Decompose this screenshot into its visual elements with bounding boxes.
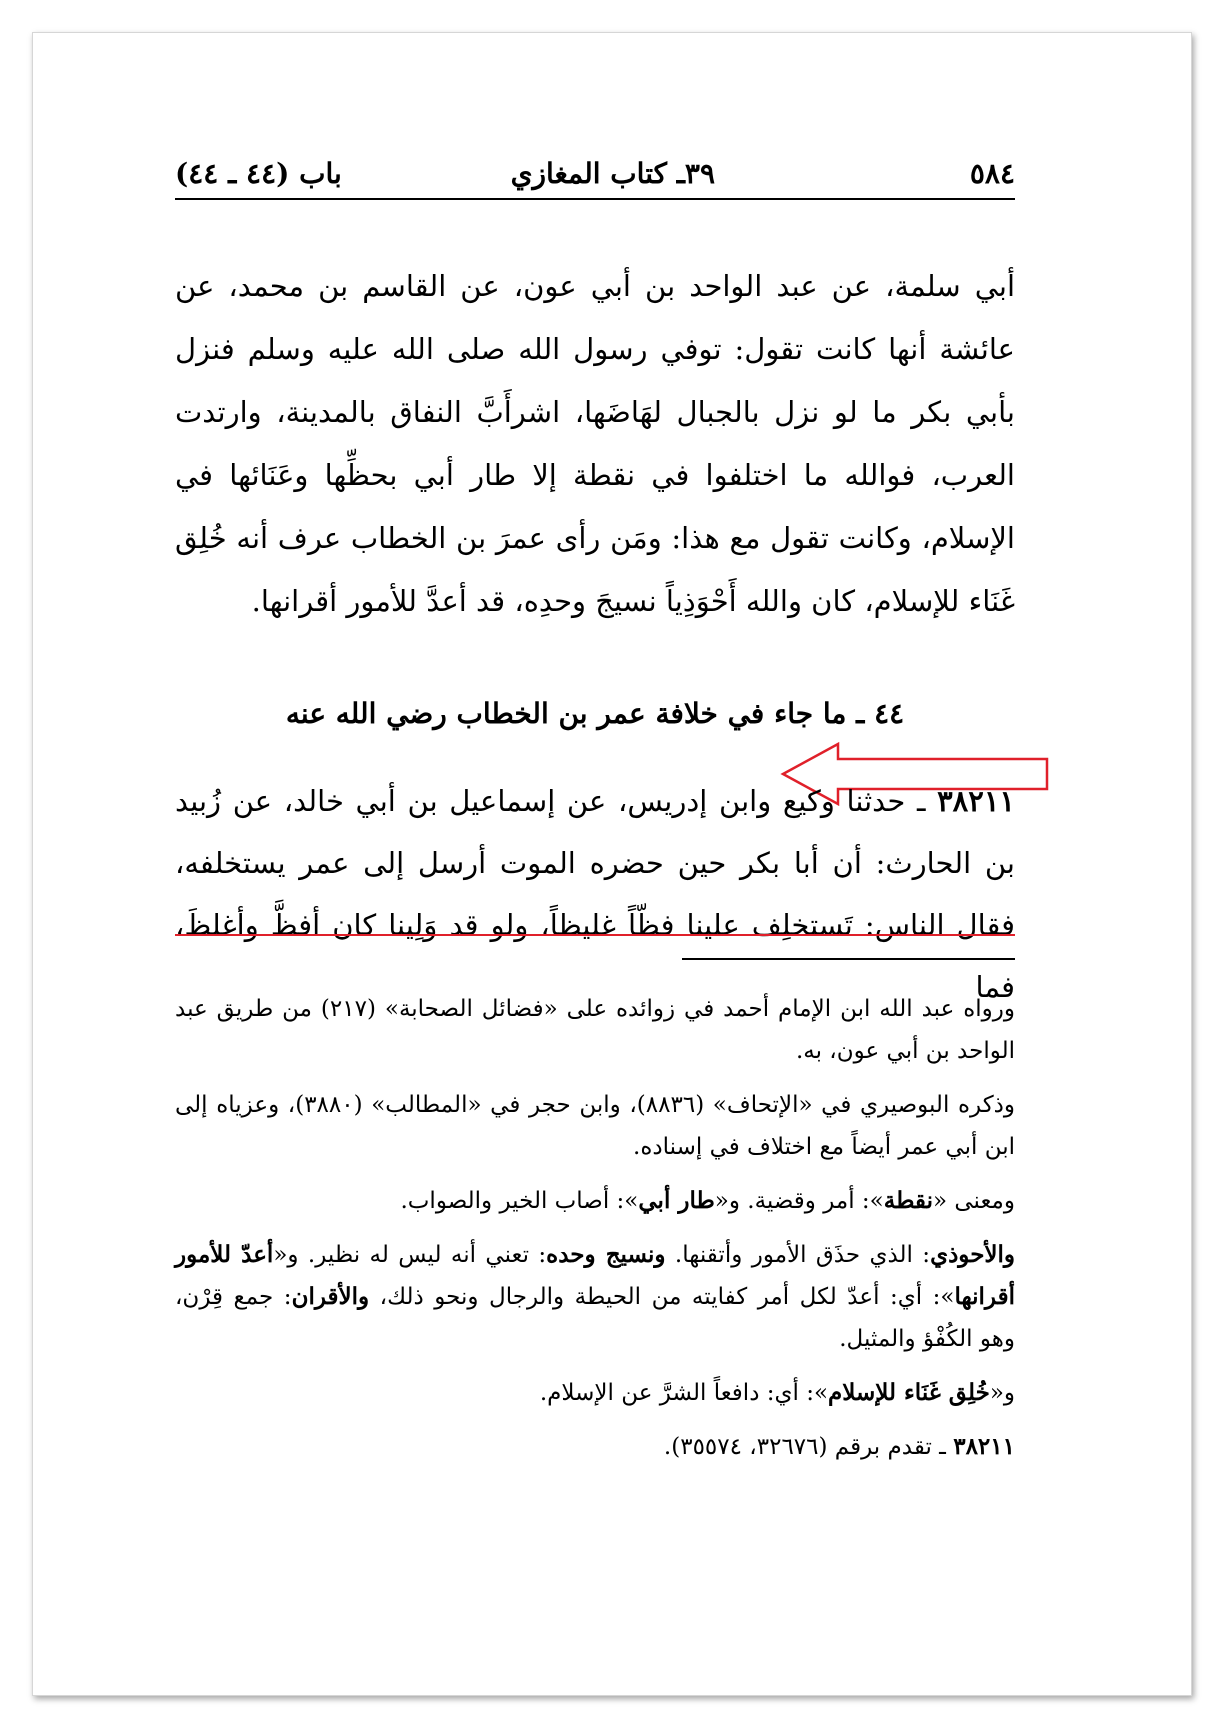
red-underline	[175, 934, 1015, 936]
term-aadda: أعدّ للأمور أقرانها	[175, 1241, 1015, 1310]
term-nuqta: نقطة	[883, 1187, 933, 1214]
footnote-6: ٣٨٢١١ ـ تقدم برقم (٣٢٦٧٦، ٣٥٥٧٤).	[663, 1433, 1015, 1460]
footnote-5: و«خُلِق غَنَاء للإسلام»: أي: دافعاً الشرَّ عن الإسلام.	[539, 1379, 1015, 1406]
hadith-body: ـ حدثنا وكيع وابن إدريس، عن إسماعيل بن أبي خالد، عن زُبيد بن الحارث: أن أبا بكر حين حضره الموت أرسل إلى عمر يستخلفه، فقال الناس: تَستخلِف علينا فظّاً غليظاً، ولو قد وَلِينا كان أفظَّ وأغلظَ، فما	[175, 784, 1015, 1004]
page-header	[175, 152, 1015, 196]
page-number: ٥٨٤	[969, 157, 1015, 190]
footnote-hadith-number: ٣٨٢١١	[953, 1433, 1015, 1460]
term-khuliqa: خُلِق غَنَاء للإسلام	[828, 1379, 990, 1406]
term-aqran: والأقران	[291, 1283, 370, 1310]
chapter-title: ٤٤ ـ ما جاء في خلافة عمر بن الخطاب رضي الله عنه	[285, 697, 905, 730]
term-nasij: ونسيج وحده	[546, 1241, 666, 1268]
term-ahwadhi: والأحوذي	[930, 1241, 1016, 1268]
footnote-4: والأحوذي: الذي حذَق الأمور وأتقنها. ونسيج وحده: تعني أنه ليس له نظير. و«أعدّ للأمور أقرانها»: أي: أعدّ لكل أمر كفايته من الحيطة والرجال ونحو ذلك، والأقران: جمع قِرْن، وهو الكُفْؤ والمثيل.	[175, 1241, 1016, 1352]
hadith-text	[175, 770, 1015, 1018]
section-reference: باب (٤٤ ـ ٤٤)	[175, 157, 342, 190]
header-rule	[175, 198, 1015, 200]
main-text: أبي سلمة، عن عبد الواحد بن أبي عون، عن القاسم بن محمد، عن عائشة أنها كانت تقول: توفي رسول الله صلى الله عليه وسلم فنزل بأبي بكر ما لو نزل بالجبال لهَاضَها، اشرأَبَّ النفاق بالمدينة، وارتدت العرب، فوالله ما اختلفوا في نقطة إلا طار أبي بحظِّها وعَنَائها في الإسلام، وكانت تقول مع هذا: ومَن رأى عمرَ بن الخطاب عرف أنه خُلِق غَنَاء للإسلام، كان والله أَحْوَذِياً نسيجَ وحدِه، قد أعدَّ للأمور أقرانها.	[175, 269, 1015, 618]
term-tara-abi: طار أبي	[638, 1187, 715, 1214]
footnote-3: ومعنى «نقطة»: أمر وقضية. و«طار أبي»: أصاب الخير والصواب.	[400, 1187, 1015, 1214]
footnote-rule	[682, 958, 1015, 960]
book-title: ٣٩ـ كتاب المغازي	[510, 157, 715, 190]
footnote-2: وذكره البوصيري في «الإتحاف» (٨٨٣٦)، وابن حجر في «المطالب» (٣٨٨٠)، وعزياه إلى ابن أبي عمر أيضاً مع اختلاف في إسناده.	[175, 1092, 1015, 1160]
footnote-1: ورواه عبد الله ابن الإمام أحمد في زوائده على «فضائل الصحابة» (٢١٧) من طريق عبد الواحد بن أبي عون، به.	[175, 996, 1015, 1064]
footnotes	[175, 988, 1015, 1480]
hadith-number: ٣٨٢١١	[937, 784, 1015, 818]
